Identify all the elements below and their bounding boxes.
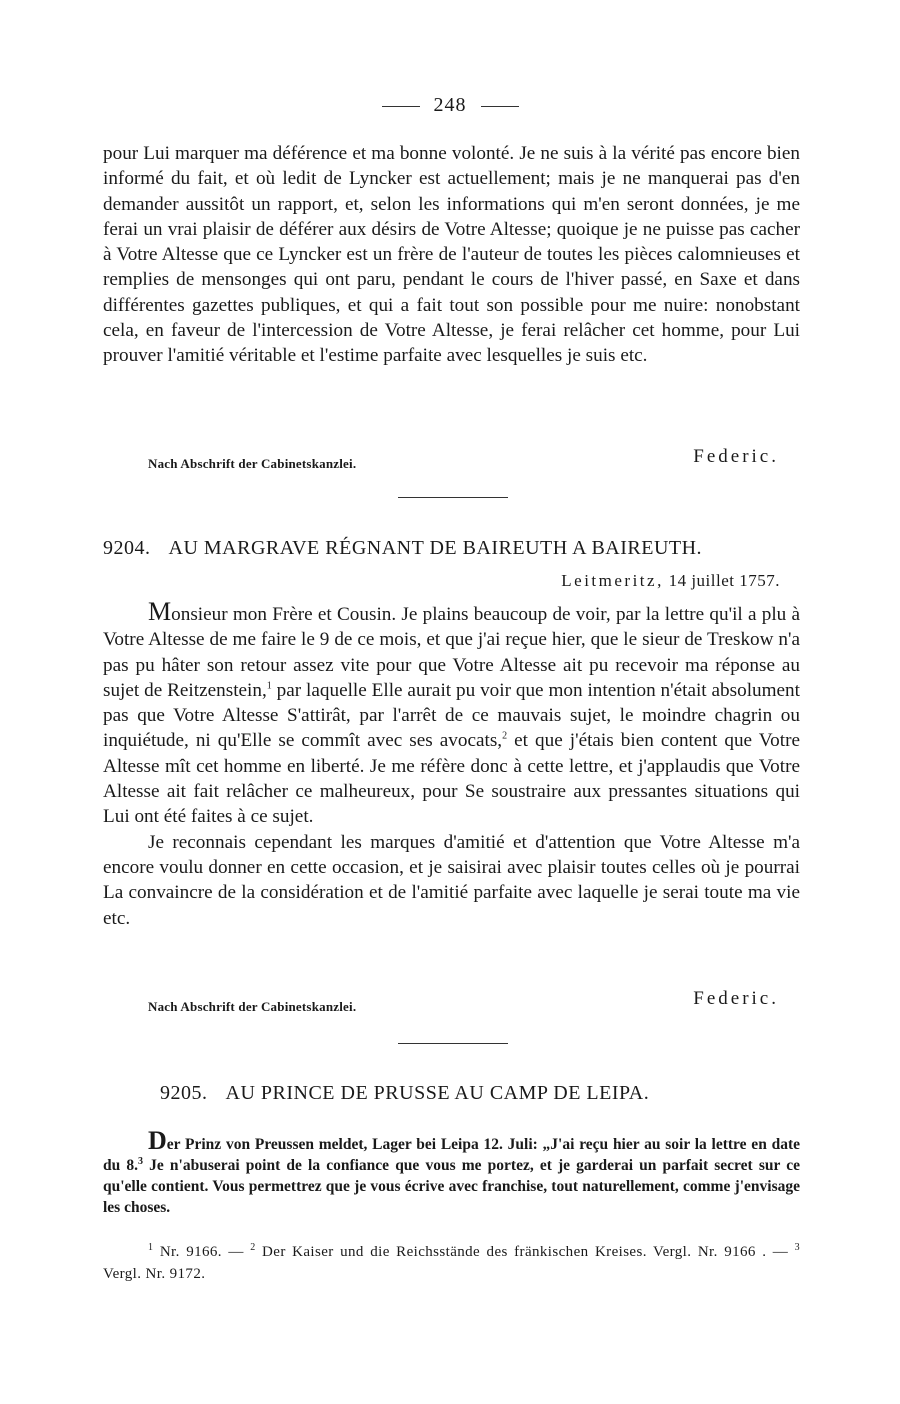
footnote-mark: 2 xyxy=(250,1242,256,1253)
paragraph-text: par laquelle Elle aurait pu voir que mon intention n'était absolument pas que Votre Altesse S'attirât, par l'arrêt de ce mauvais sujet, le moindre chagrin ou inquiétude, ni qu'Elle se commît avec ses avocats, xyxy=(103,679,800,752)
continuation-paragraph: pour Lui marquer ma déférence et ma bonne volonté. Je ne suis à la vérité pas encore bien informé du fait, et où ledit de Lyncker est actuellement; mais je ne manquerai pas d'en demander aussitôt un rapport, et, selon les informations qui m'en seront données, je me ferai un vrai plaisir de déférer aux désirs de Votre Altesse; quoique je ne puisse pas cacher à Votre Altesse que ce Lyncker est un frère de l'auteur de toutes les pièces calomnieuses et remplies de mensonges qui ont paru, pendant le cours de l'hiver passé, en Saxe et dans différentes gazettes publiques, et qui a fait tout son possible pour me nuire: nonobstant cela, en faveur de l'intercession de Votre Altesse, je ferai relâcher cet homme, pour Lui prouver l'amitié véritable et l'estime parfaite avec lesquelles je suis etc. xyxy=(103,143,800,367)
letter-paragraph: Je reconnais cependant les marques d'amitié et d'attention que Votre Altesse m'a encore voulu donner en cette occasion, et je saisirai avec plaisir toutes celles où je pourrai La convaincre de la considération et de l'amitié parfaite avec laquelle je serai toute ma vie etc. xyxy=(103,831,800,929)
section-divider xyxy=(398,1043,508,1044)
letter-paragraph xyxy=(103,599,800,830)
letter-number: 9205. xyxy=(160,1082,208,1104)
paragraph-text: onsieur mon Frère et Cousin. Je plains beaucoup de voir, par la lettre qu'il a plu à Votre Altesse de me faire le 9 de ce mois, et que j'ai reçue hier, que le sieur de Treskow n'a pas pu hâter son retour assez vite pour que Votre Altesse ait pu recevoir ma réponse au sujet de Reitzenstein, xyxy=(103,604,800,701)
section-divider xyxy=(398,497,508,498)
letter-title: AU PRINCE DE PRUSSE AU CAMP DE LEIPA. xyxy=(225,1082,650,1104)
page-number: 248 xyxy=(433,94,467,116)
footnote-text: Der Kaiser und die Reichsstände des fränkischen Kreises. Vergl. Nr. 9166 . — xyxy=(255,1244,795,1260)
footnote-paragraph xyxy=(103,1241,800,1285)
date: 14 juillet 1757. xyxy=(668,571,780,590)
continuation-text xyxy=(103,141,800,369)
initial-letter: D xyxy=(148,1126,167,1155)
letter-summary xyxy=(103,1126,800,1218)
footnote-ref: 3 xyxy=(138,1155,143,1167)
page-header xyxy=(0,94,900,117)
letter-title: AU MARGRAVE RÉGNANT DE BAIREUTH A BAIREUTH. xyxy=(168,537,703,559)
source-note: Nach Abschrift der Cabinetskanzlei. xyxy=(148,999,357,1014)
initial-letter: M xyxy=(148,597,172,626)
letter-number: 9204. xyxy=(103,537,151,559)
paragraph-text: er Prinz von Preussen meldet, Lager bei Leipa 12. Juli: „J'ai reçu hier au soir la lettre en date du 8. xyxy=(103,1136,800,1174)
letter-heading xyxy=(103,537,800,560)
source-note: Nach Abschrift der Cabinetskanzlei. xyxy=(148,456,357,471)
footnote-text: Nr. 9166. — xyxy=(153,1244,251,1260)
paragraph-text: et que j'étais bien content que Votre Altesse mît cet homme en liberté. Je me réfère donc à cette lettre, et j'applaudis que Votre Altesse ait fait relâcher ce malheureux, pour Se soustraire aux pressantes situations qui Lui ont été faites à ce sujet. xyxy=(103,730,800,828)
header-dash-left xyxy=(382,106,420,107)
footnote-mark: 3 xyxy=(794,1242,801,1253)
signature: Federic. xyxy=(693,446,779,467)
letter-heading xyxy=(160,1082,857,1105)
footnote-ref: 2 xyxy=(502,731,508,743)
footnotes xyxy=(103,1241,800,1285)
footnote-mark: 1 xyxy=(148,1242,154,1253)
letter-body xyxy=(103,599,800,931)
place-date xyxy=(561,571,780,591)
header-dash-right xyxy=(481,106,519,107)
place: Leitmeritz, xyxy=(561,571,664,590)
summary-paragraph xyxy=(103,1126,800,1218)
signature: Federic. xyxy=(693,988,779,1009)
footnote-ref: 1 xyxy=(266,680,272,692)
paragraph-text: Je n'abuserai point de la confiance que vous me portez, et je garderai un parfait secret sur ce qu'elle contient. Vous permettrez que je vous écrive avec franchise, tout naturellement, comme j'envisage les choses. xyxy=(103,1157,800,1216)
footnote-text: Vergl. Nr. 9172. xyxy=(103,1266,206,1282)
